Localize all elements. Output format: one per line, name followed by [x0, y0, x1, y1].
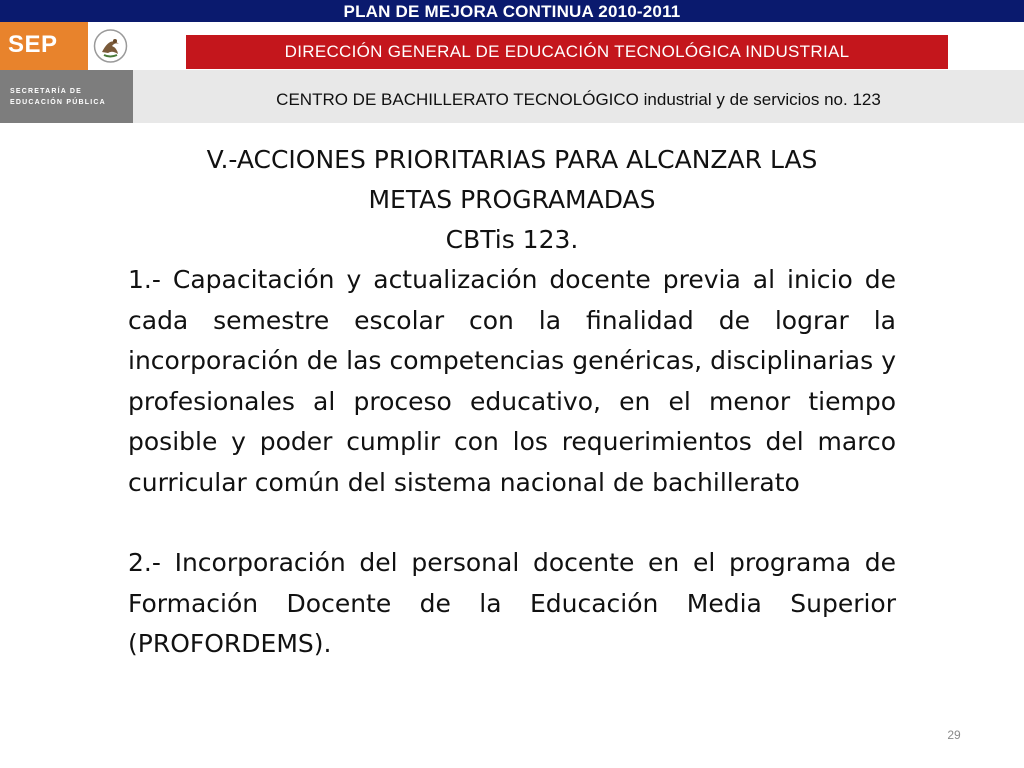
sep-logo-block	[0, 22, 133, 123]
paragraph-spacer	[128, 503, 896, 543]
heading-line-2: METAS PROGRAMADAS	[368, 185, 656, 214]
sep-subtitle-line-2: EDUCACIÓN PÚBLICA	[10, 99, 106, 106]
plan-title: PLAN DE MEJORA CONTINUA 2010-2011	[343, 2, 681, 21]
page-number: 29	[947, 728, 961, 742]
centro-text: CENTRO DE BACHILLERATO TECNOLÓGICO industrial y de servicios no. 123	[276, 90, 881, 109]
sep-subtitle-line-1: SECRETARÍA DE	[10, 88, 82, 95]
mexican-eagle-seal-icon	[88, 22, 133, 70]
plan-title-bar	[0, 0, 1024, 22]
slide-content	[128, 140, 896, 665]
sep-subtitle-panel	[0, 70, 133, 123]
sep-logo-text: SEP	[8, 31, 58, 58]
slide-heading	[128, 140, 896, 260]
centro-banner	[133, 70, 1024, 123]
heading-line-3: CBTis 123.	[445, 225, 579, 254]
action-item-1: 1.- Capacitación y actualización docente previa al inicio de cada semestre escolar con la finalidad de lograr la incorporación de las competencias genéricas, disciplinarias y profesionales al proceso educativo, en el menor tiempo posible y poder cumplir con los requerimientos del marco curricular común del sistema nacional de bachillerato	[128, 265, 896, 497]
direccion-banner	[186, 35, 948, 69]
header-banner	[133, 22, 1024, 123]
direccion-text: DIRECCIÓN GENERAL DE EDUCACIÓN TECNOLÓGICA INDUSTRIAL	[284, 42, 850, 61]
sep-logo	[0, 22, 88, 70]
action-item-2: 2.- Incorporación del personal docente en el programa de Formación Docente de la Educación Media Superior (PROFORDEMS).	[128, 548, 896, 658]
sep-subtitle	[10, 86, 106, 108]
heading-line-1: V.-ACCIONES PRIORITARIAS PARA ALCANZAR LAS	[206, 145, 818, 174]
